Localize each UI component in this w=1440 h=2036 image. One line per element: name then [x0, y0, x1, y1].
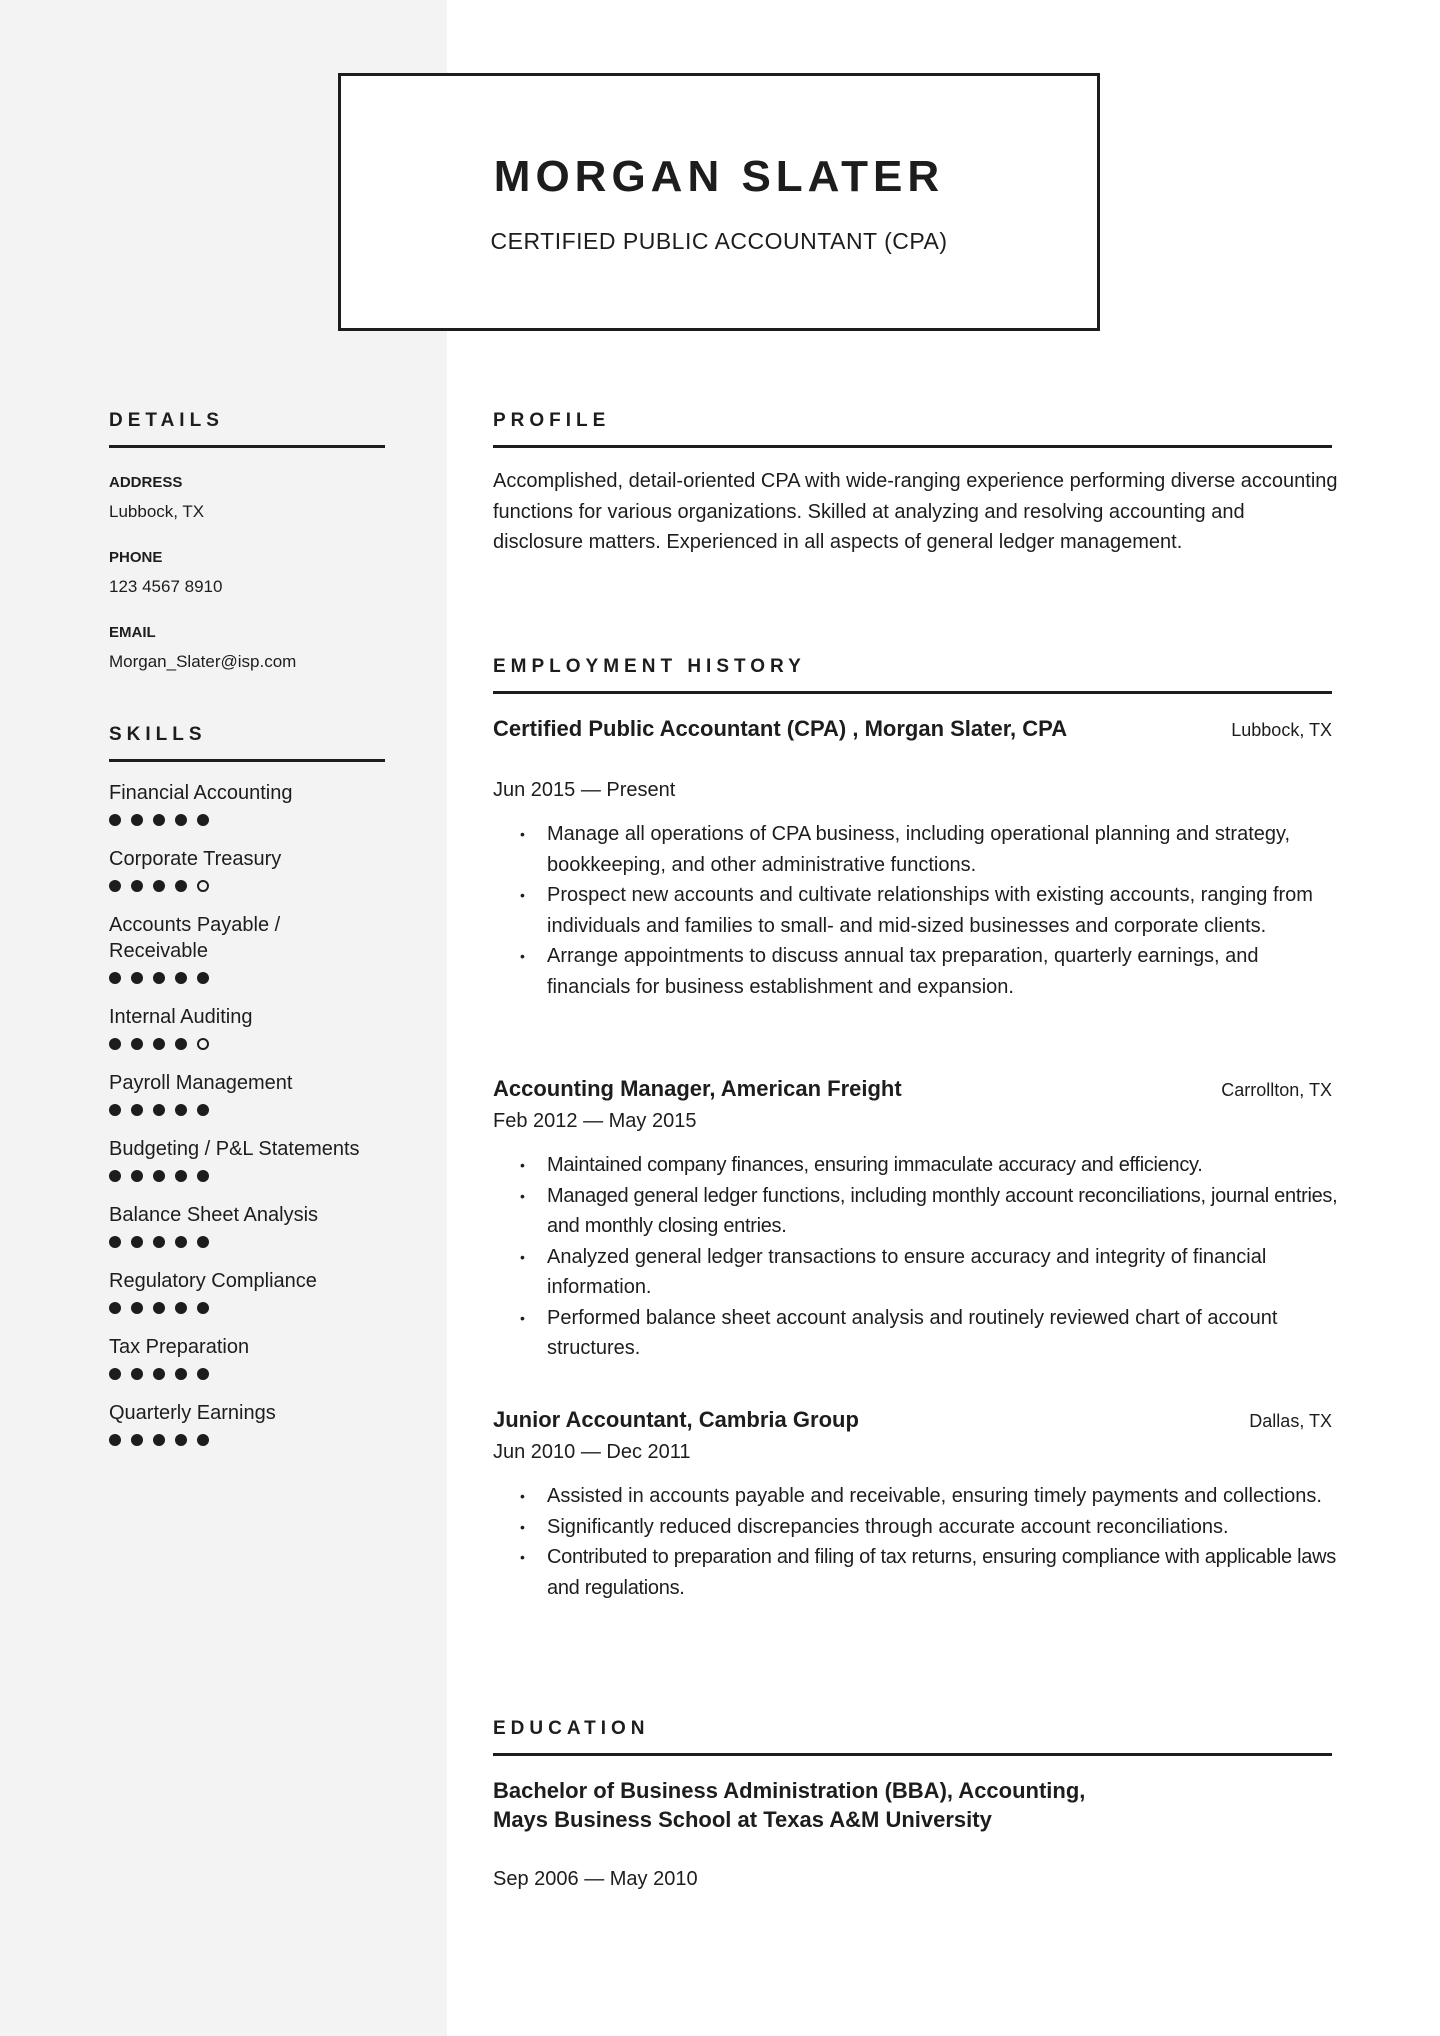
job-dates: Jun 2010 — Dec 2011: [493, 1441, 691, 1463]
phone-label: PHONE: [109, 549, 163, 566]
skill-item: [109, 1070, 369, 1118]
job-dates: Jun 2015 — Present: [493, 779, 676, 801]
email-value: Morgan_Slater@isp.com: [109, 652, 297, 671]
skill-name: Payroll Management: [109, 1072, 293, 1094]
job-title: Certified Public Accountant (CPA) , Morgan Slater, CPA: [493, 716, 1068, 741]
filled-dot-icon: [153, 1038, 165, 1050]
skill-name: Financial Accounting: [109, 782, 293, 804]
skill-item: [109, 1004, 369, 1052]
job-bullet: • Arrange appointments to discuss annual tax preparation, quarterly earnings, and financials for business establishment and expansion.: [493, 941, 1338, 1002]
details-heading: DETAILS: [109, 402, 385, 448]
filled-dot-icon: [109, 1104, 121, 1116]
employment-heading: EMPLOYMENT HISTORY: [493, 648, 1332, 694]
skill-item: [109, 1202, 369, 1250]
skill-item: [109, 780, 369, 828]
filled-dot-icon: [109, 880, 121, 892]
filled-dot-icon: [131, 1434, 143, 1446]
filled-dot-icon: [175, 1302, 187, 1314]
education-dates: Sep 2006 — May 2010: [493, 1868, 698, 1890]
filled-dot-icon: [153, 1434, 165, 1446]
filled-dot-icon: [197, 1104, 209, 1116]
address-value: Lubbock, TX: [109, 502, 205, 521]
filled-dot-icon: [131, 1236, 143, 1248]
email-label: EMAIL: [109, 624, 156, 641]
job-bullets: [493, 819, 1338, 1002]
filled-dot-icon: [109, 972, 121, 984]
filled-dot-icon: [109, 1368, 121, 1380]
filled-dot-icon: [153, 1170, 165, 1182]
filled-dot-icon: [153, 880, 165, 892]
job-bullet: • Performed balance sheet account analysis and routinely reviewed chart of account structures.: [493, 1303, 1338, 1364]
skill-name: Internal Auditing: [109, 1006, 253, 1028]
filled-dot-icon: [175, 880, 187, 892]
filled-dot-icon: [109, 1236, 121, 1248]
filled-dot-icon: [153, 972, 165, 984]
filled-dot-icon: [197, 814, 209, 826]
job-bullet: • Manage all operations of CPA business, including operational planning and strategy, bookkeeping, and other administrative functions.: [493, 819, 1338, 880]
job-bullet: • Prospect new accounts and cultivate relationships with existing accounts, ranging from individuals and families to small- and mid-sized businesses and corporate clients.: [493, 880, 1338, 941]
job-title: Accounting Manager, American Freight: [493, 1076, 902, 1101]
job-bullet: • Managed general ledger functions, including monthly account reconciliations, journal entries, and monthly closing entries.: [493, 1181, 1338, 1242]
filled-dot-icon: [175, 1170, 187, 1182]
filled-dot-icon: [197, 972, 209, 984]
name-header-box: [338, 73, 1100, 331]
skills-heading: SKILLS: [109, 716, 385, 762]
skill-item: [109, 1136, 369, 1184]
skill-rating: [109, 814, 369, 828]
phone-value: 123 4567 8910: [109, 577, 223, 596]
candidate-role: CERTIFIED PUBLIC ACCOUNTANT (CPA): [490, 228, 948, 254]
education-heading: EDUCATION: [493, 1710, 1332, 1756]
filled-dot-icon: [131, 1170, 143, 1182]
filled-dot-icon: [131, 1104, 143, 1116]
job-bullet: • Assisted in accounts payable and receivable, ensuring timely payments and collections.: [493, 1481, 1338, 1512]
filled-dot-icon: [109, 1434, 121, 1446]
filled-dot-icon: [175, 1368, 187, 1380]
empty-dot-icon: [197, 1038, 209, 1050]
profile-text: Accomplished, detail-oriented CPA with wide-ranging experience performing diverse accounting functions for various organizations. Skilled at analyzing and resolving accounting and disclosure matters. Experienced in all aspects of general ledger management.: [493, 470, 1338, 553]
job-bullets: [493, 1150, 1338, 1364]
filled-dot-icon: [175, 1236, 187, 1248]
filled-dot-icon: [197, 1302, 209, 1314]
skill-rating: [109, 1302, 369, 1316]
filled-dot-icon: [175, 1038, 187, 1050]
job-bullets: [493, 1481, 1338, 1603]
skill-item: [109, 846, 369, 894]
skill-name: Quarterly Earnings: [109, 1402, 276, 1424]
skill-name: Tax Preparation: [109, 1336, 250, 1358]
filled-dot-icon: [131, 1302, 143, 1314]
skill-item: [109, 1334, 369, 1382]
job-location: Dallas, TX: [1249, 1411, 1332, 1431]
filled-dot-icon: [197, 1434, 209, 1446]
job-location: Lubbock, TX: [1231, 720, 1332, 740]
skill-item: [109, 1400, 369, 1448]
skill-rating: [109, 1104, 369, 1118]
skill-name: Balance Sheet Analysis: [109, 1204, 319, 1226]
skill-rating: [109, 880, 369, 894]
filled-dot-icon: [131, 1038, 143, 1050]
education-degree: Bachelor of Business Administration (BBA), Accounting, Mays Business School at Texas A&M University: [493, 1778, 1086, 1832]
filled-dot-icon: [197, 1236, 209, 1248]
profile-heading: PROFILE: [493, 402, 1332, 448]
skill-rating: [109, 1434, 369, 1448]
filled-dot-icon: [131, 972, 143, 984]
skill-name: Corporate Treasury: [109, 848, 282, 870]
filled-dot-icon: [197, 1368, 209, 1380]
job-bullet: • Significantly reduced discrepancies through accurate account reconciliations.: [493, 1512, 1338, 1543]
address-label: ADDRESS: [109, 474, 183, 491]
filled-dot-icon: [175, 972, 187, 984]
filled-dot-icon: [153, 1302, 165, 1314]
filled-dot-icon: [131, 814, 143, 826]
filled-dot-icon: [175, 814, 187, 826]
job-title: Junior Accountant, Cambria Group: [493, 1407, 859, 1432]
skill-rating: [109, 1236, 369, 1250]
job-dates: Feb 2012 — May 2015: [493, 1110, 697, 1132]
filled-dot-icon: [197, 1170, 209, 1182]
skill-rating: [109, 1170, 369, 1184]
filled-dot-icon: [109, 1038, 121, 1050]
filled-dot-icon: [153, 814, 165, 826]
filled-dot-icon: [153, 1104, 165, 1116]
skill-rating: [109, 1038, 369, 1052]
skill-name: Budgeting / P&L Statements: [109, 1138, 360, 1160]
filled-dot-icon: [109, 1302, 121, 1314]
skill-rating: [109, 1368, 369, 1382]
candidate-name: MORGAN SLATER: [493, 152, 945, 201]
skill-name: Accounts Payable / Receivable: [109, 914, 281, 962]
skill-name: Regulatory Compliance: [109, 1270, 317, 1292]
skill-item: [109, 1268, 369, 1316]
job-bullet: • Contributed to preparation and filing of tax returns, ensuring compliance with applicable laws and regulations.: [493, 1542, 1338, 1603]
filled-dot-icon: [131, 1368, 143, 1380]
job-bullet: • Maintained company finances, ensuring immaculate accuracy and efficiency.: [493, 1150, 1338, 1181]
job-location: Carrollton, TX: [1221, 1080, 1332, 1100]
filled-dot-icon: [175, 1104, 187, 1116]
filled-dot-icon: [109, 1170, 121, 1182]
filled-dot-icon: [153, 1368, 165, 1380]
job-bullet: • Analyzed general ledger transactions to ensure accuracy and integrity of financial information.: [493, 1242, 1338, 1303]
filled-dot-icon: [131, 880, 143, 892]
skill-rating: [109, 972, 369, 986]
filled-dot-icon: [153, 1236, 165, 1248]
skills-list: [109, 780, 369, 1466]
skill-item: [109, 912, 369, 986]
empty-dot-icon: [197, 880, 209, 892]
filled-dot-icon: [109, 814, 121, 826]
filled-dot-icon: [175, 1434, 187, 1446]
